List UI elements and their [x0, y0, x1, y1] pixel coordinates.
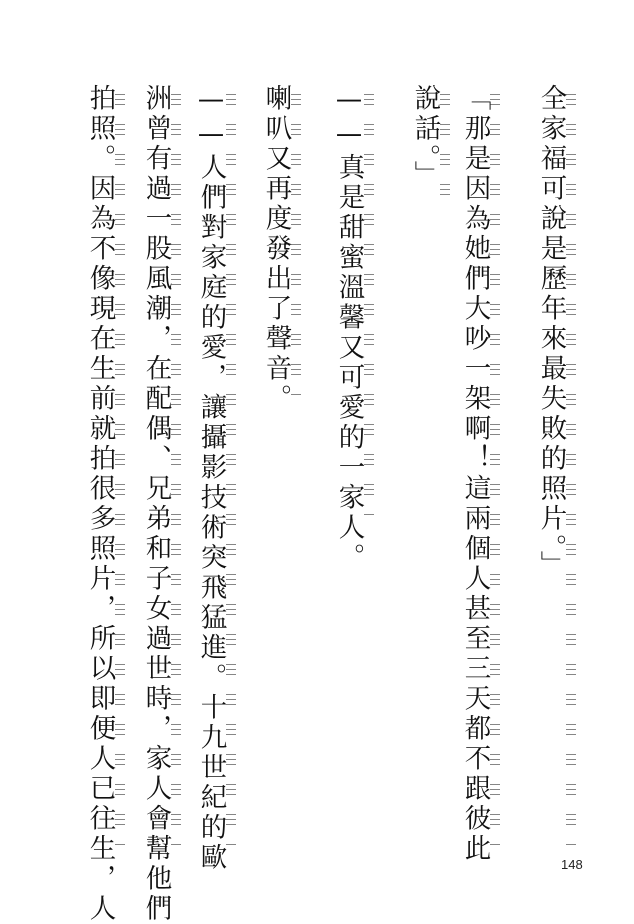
text-column-4: ——真是甜蜜溫馨又可愛的一家人。: [333, 84, 365, 573]
zhuyin-annotation-5: [291, 88, 301, 398]
text-column-5: 喇叭又再度發出了聲音。: [260, 84, 292, 414]
zhuyin-annotation-1: [566, 88, 576, 848]
text-column-8: 拍照。因為不像現在生前就拍很多照片，所以即便人已往生，人: [84, 84, 116, 924]
zhuyin-annotation-6: [226, 88, 236, 848]
zhuyin-annotation-4: [364, 88, 374, 518]
zhuyin-annotation-3: [440, 88, 450, 198]
zhuyin-annotation-2: [490, 88, 500, 848]
text-column-7: 洲曾有過一股風潮，在配偶、兄弟和子女過世時，家人會幫他們: [140, 84, 172, 924]
text-column-2: 「那是因為她們大吵一架啊！這兩個人甚至三天都不跟彼此: [459, 84, 491, 864]
zhuyin-annotation-7: [171, 88, 181, 848]
page-number: 148: [561, 857, 583, 872]
text-column-1: 全家福可說是歷年來最失敗的照片。」: [535, 84, 567, 581]
text-column-3: 說話。」: [409, 84, 441, 191]
text-column-6: ——人們對家庭的愛，讓攝影技術突飛猛進。十九世紀的歐: [195, 84, 227, 873]
zhuyin-annotation-8: [115, 88, 125, 848]
